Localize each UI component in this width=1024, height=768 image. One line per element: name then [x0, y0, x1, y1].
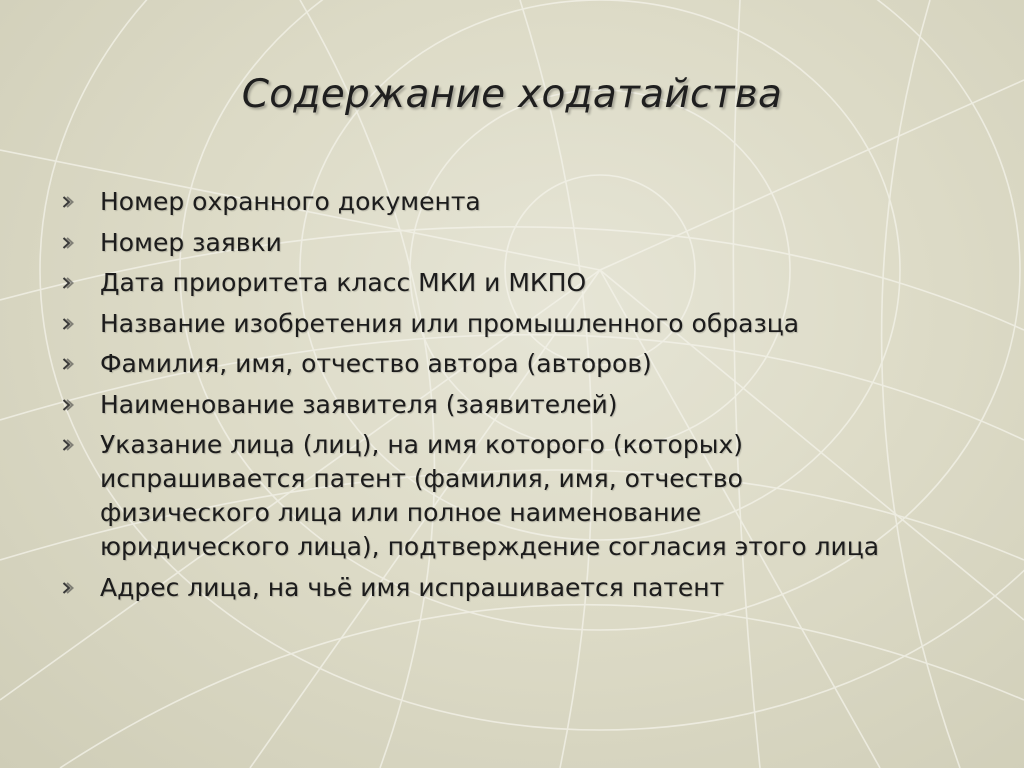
- list-item: [62, 571, 1002, 605]
- chevron-right-icon: [62, 571, 76, 605]
- list-item-text: юридического лица), подтверждение согласия этого лица: [100, 532, 880, 561]
- list-item-text: Адрес лица, на чьё имя испрашивается патент: [100, 572, 725, 602]
- chevron-right-icon: [62, 185, 76, 219]
- chevron-right-icon: [62, 347, 76, 381]
- chevron-right-icon: [62, 307, 76, 341]
- chevron-right-icon: [62, 226, 76, 260]
- chevron-right-icon: [62, 388, 76, 422]
- list-item-text: Номер заявки: [100, 227, 282, 257]
- list-item-text: физического лица или полное наименование: [100, 498, 702, 527]
- slide-title: Содержание ходатайства: [241, 72, 783, 117]
- content-list: [62, 185, 1002, 611]
- list-item: [62, 307, 1002, 341]
- list-item-text: Указание лица (лиц), на имя которого (которых): [100, 430, 744, 459]
- chevron-right-icon: [62, 428, 76, 462]
- list-item-text: Наименование заявителя (заявителей): [100, 389, 618, 419]
- list-item-text: испрашивается патент (фамилия, имя, отчество: [100, 464, 743, 493]
- list-item-text: Дата приоритета класс МКИ и МКПО: [100, 268, 587, 297]
- list-item-text: Фамилия, имя, отчество автора (авторов): [100, 349, 652, 378]
- list-item: [62, 226, 1002, 260]
- list-item: [62, 347, 1002, 381]
- list-item: [62, 185, 1002, 219]
- list-item: [62, 388, 1002, 422]
- list-item: [62, 428, 1002, 564]
- list-item: [62, 266, 1002, 300]
- list-item-text: Название изобретения или промышленного образца: [100, 308, 800, 338]
- list-item-text: Номер охранного документа: [100, 187, 481, 216]
- chevron-right-icon: [62, 266, 76, 300]
